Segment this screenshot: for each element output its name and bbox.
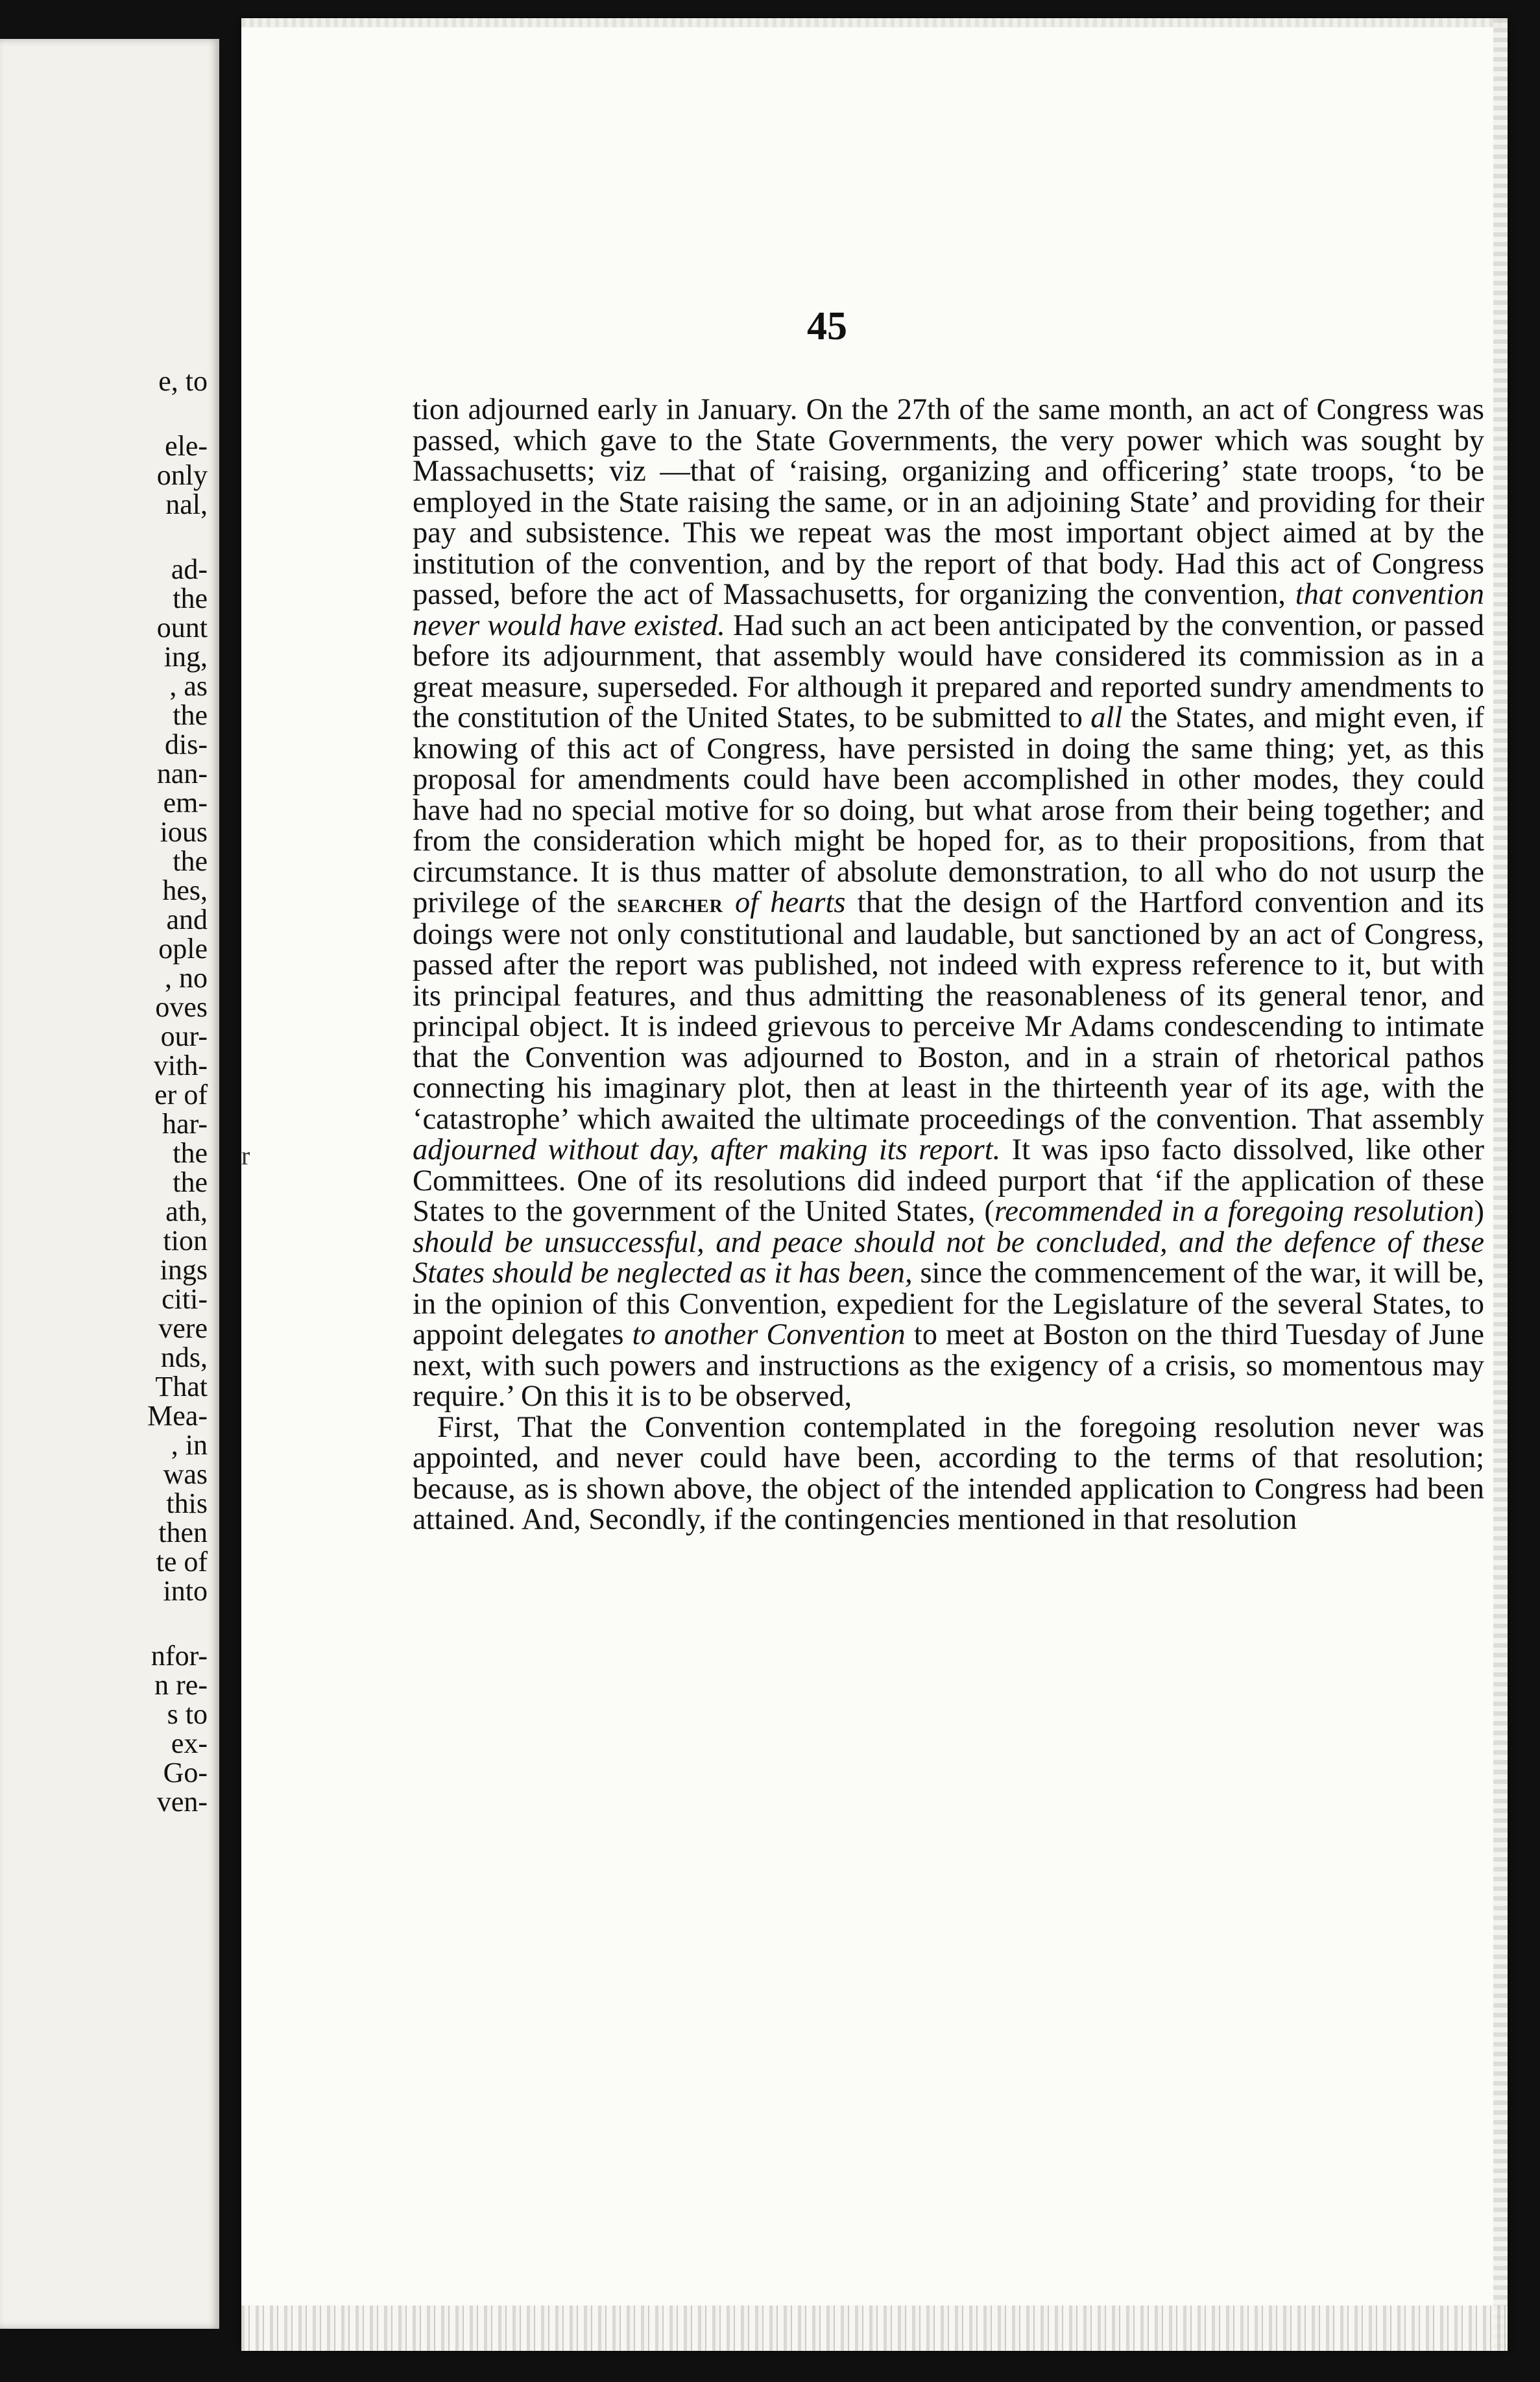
facing-page-line-fragment: n re- — [154, 1669, 208, 1701]
facing-page-line-fragment: the — [173, 845, 208, 877]
stray-print-mark: r — [241, 1141, 250, 1170]
facing-page-line-fragment: ath, — [165, 1196, 208, 1227]
facing-page-line-fragment: the — [173, 699, 208, 731]
facing-page-line-fragment: er of — [154, 1079, 208, 1111]
paragraph — [413, 1412, 1484, 1535]
facing-page-line-fragment: har- — [162, 1108, 208, 1140]
facing-page-line-fragment: ing, — [163, 641, 208, 673]
italic-text: all — [1090, 701, 1123, 734]
text-run: tion adjourned early in January. On the 27th of the same month, an act of Congress was passed, which gave to the State Governments, the very power which was sought by Massachusetts; viz —that of ‘raising, organizing and officering’ state troops, ‘to be employed in the State raising the same, or in an adjoining State’ and providing for their pay and subsistence. This we repeat was the most important object aimed at by the institution of the convention, and by the report of that body. Had this act of Congress passed, before the act of Massachusetts, for organizing the convention, — [413, 393, 1484, 611]
facing-page-line-fragment: ven- — [156, 1786, 208, 1818]
facing-page-line-fragment: ious — [160, 816, 208, 848]
page-right-edge — [1493, 18, 1508, 2351]
facing-page-line-fragment: ings — [160, 1254, 208, 1286]
facing-page-line-fragment: , no — [165, 962, 208, 994]
page-number: 45 — [807, 304, 847, 348]
text-run: Had such an act been anticipated by the convention, or passed before its adjournment, that assembly would have considered its commission as in a great measure, superseded. For although it prepared and reported sundry amendments to the constitution of the United States, to be submitted to — [413, 608, 1484, 734]
italic-text: recommended in a foregoing resolution — [994, 1195, 1474, 1228]
text-run: that the design of the Hartford convention and its doings were not only constitutional and laudable, but sanctioned by an act of Congress, passed after the report was published, not indeed with express reference to it, but with its principal features, and thus admitting the reasonableness of its general tenor, and principal object. It is indeed grievous to perceive Mr Adams condescending to intimate that the Convention was adjourned to Boston, and in a strain of rhetorical pathos connecting his imaginary plot, then at least in the thirteenth year of its age, with the ‘catastrophe’ which awaited the ultimate proceedings of the convention. That assembly — [413, 886, 1484, 1136]
small-caps-text: searcher — [617, 889, 723, 918]
body-text — [413, 394, 1484, 1535]
italic-text: should be unsuccessful, and peace should not be concluded, and the defence of these States should be neglected as it has been, — [413, 1225, 1484, 1290]
facing-page-line-fragment: hes, — [162, 874, 208, 906]
facing-page-line-fragment: s to — [167, 1698, 208, 1730]
facing-page-line-fragment: ex- — [171, 1727, 208, 1759]
facing-page-line-fragment: ount — [156, 612, 208, 644]
text-run: ) — [1474, 1195, 1485, 1228]
facing-page-line-fragment: That — [155, 1371, 208, 1402]
text-run — [723, 886, 735, 919]
facing-page-line-fragment: ad- — [171, 553, 208, 585]
facing-page-line-fragment: e, to — [158, 365, 208, 397]
text-run: to meet at Boston on the third Tuesday of June next, with such powers and instructions as the exigency of a crisis, so momentous may require.’ On this it is to be observed, — [413, 1318, 1484, 1413]
facing-page-line-fragment: and — [166, 904, 208, 935]
facing-page-line-fragment: ople — [158, 933, 208, 965]
facing-page-line-fragment: Go- — [163, 1757, 208, 1788]
facing-page-line-fragment: the — [173, 1166, 208, 1198]
facing-page-line-fragment: oves — [155, 991, 208, 1023]
text-run: It was ipso facto dissolved, like other Committees. One of its resolutions did indeed purport that ‘if the application of these States to the government of the United States, ( — [413, 1133, 1485, 1228]
facing-page-line-fragment: into — [163, 1575, 208, 1607]
facing-page-line-fragment: ele- — [165, 430, 208, 462]
italic-text: to another Convention — [632, 1318, 906, 1351]
facing-page-line-fragment: nal, — [165, 488, 208, 520]
italic-text: of hearts — [734, 886, 846, 919]
facing-page-line-fragment: vere — [158, 1312, 208, 1344]
facing-page-line-fragment: Mea- — [147, 1400, 208, 1432]
text-run: the States, and might even, if knowing of this act of Congress, have persisted in doing the same thing; yet, as this proposal for amendments could have been accomplished in other modes, they could have had no special motive for so doing, but what arose from their being together; and from the consideration which might be hoped for, as to their propositions, from that circumstance. It is thus matter of absolute demonstration, to all who do not usurp the privilege of the — [413, 701, 1485, 919]
facing-page-line-fragment: then — [158, 1517, 208, 1548]
facing-page-line-fragment: vith- — [153, 1050, 208, 1081]
facing-page-line-fragment: was — [163, 1458, 208, 1490]
facing-page-line-fragment: citi- — [162, 1283, 208, 1315]
facing-page-line-fragment: , as — [169, 670, 208, 702]
facing-page-line-fragment: te of — [156, 1546, 208, 1578]
facing-page-line-fragment: dis- — [165, 728, 208, 760]
facing-page-line-fragment: only — [156, 459, 208, 491]
facing-page-line-fragment: this — [166, 1487, 208, 1519]
facing-page-line-fragment: , in — [171, 1429, 208, 1461]
page-bottom-edge — [241, 2305, 1508, 2351]
facing-page-line-fragment: the — [173, 1137, 208, 1169]
text-run: First, That the Convention contemplated in the foregoing resolution never was appointed, and never could have been, according to the terms of that resolution; because, as is shown above, the object of the intended application to Congress had been attained. And, Secondly, if the contingencies mentioned in that resolution — [413, 1410, 1484, 1536]
book-page — [241, 18, 1508, 2351]
text-run: since the commencement of the war, it will be, in the opinion of this Convention, expedient for the Legislature of the several States, to appoint delegates — [413, 1257, 1484, 1351]
facing-page-line-fragment: em- — [163, 787, 208, 819]
facing-page-line-fragment: nan- — [156, 758, 208, 789]
facing-page-line-fragment: our- — [160, 1020, 208, 1052]
facing-page-line-fragment: tion — [163, 1225, 208, 1257]
facing-page-line-fragment: nds, — [160, 1341, 208, 1373]
facing-page-line-fragment: nfor- — [150, 1640, 208, 1672]
italic-text: adjourned without day, after making its report. — [413, 1133, 1001, 1166]
facing-page-fragment — [0, 39, 219, 2329]
italic-text: that convention never would have existed. — [413, 578, 1484, 642]
facing-page-line-fragment: the — [173, 583, 208, 614]
paragraph — [413, 394, 1484, 1412]
page-top-edge — [241, 18, 1508, 27]
